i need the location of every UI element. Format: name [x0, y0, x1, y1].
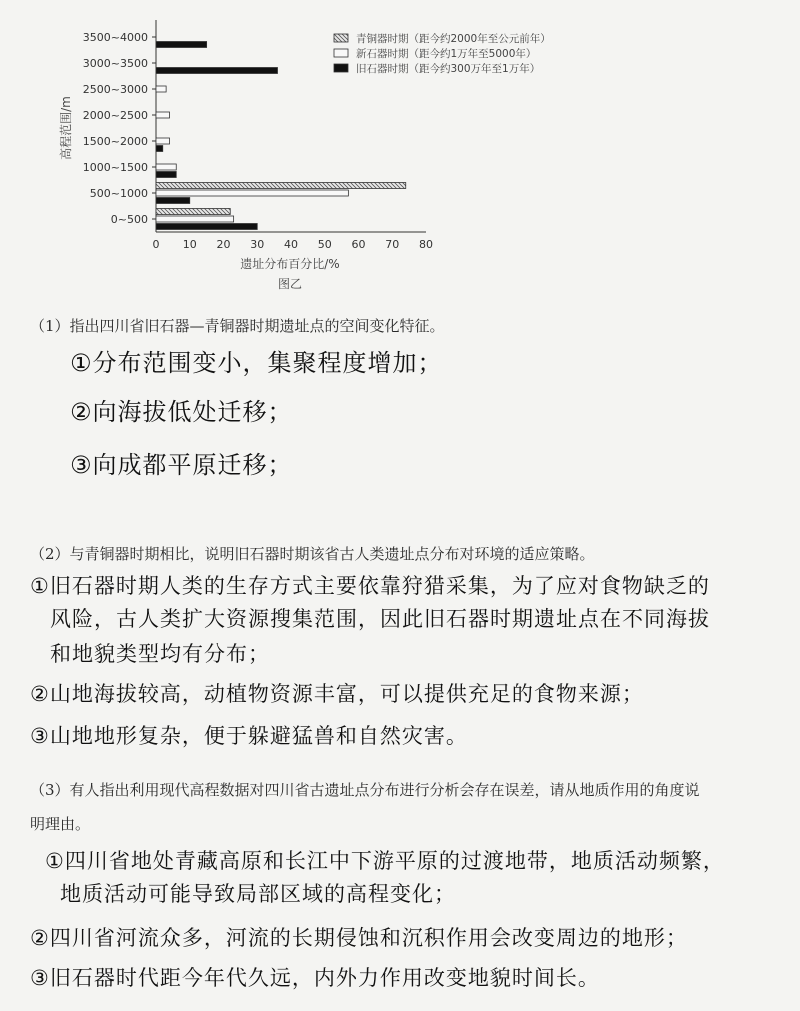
- answer-1-line: ③向成都平原迁移；: [70, 451, 293, 479]
- question-3-prompt: （3）有人指出利用现代高程数据对四川省古遗址点分布进行分析会存在误差，请从地质作用的角度说: [30, 781, 700, 799]
- bar-hatched: [156, 209, 230, 215]
- x-tick-label: 0: [152, 238, 160, 251]
- question-1-prompt: （1）指出四川省旧石器—青铜器时期遗址点的空间变化特征。: [30, 317, 445, 335]
- legend-swatch: [334, 64, 348, 72]
- bar-dark: [156, 172, 176, 178]
- legend-label: 旧石器时期（距今约300万年至1万年）: [356, 63, 541, 75]
- answer-1-line: ①分布范围变小，集聚程度增加；: [70, 349, 443, 377]
- bar-dark: [156, 198, 190, 204]
- legend-label: 新石器时期（距今约1万年至5000年）: [356, 48, 537, 60]
- answer-2-line: ①旧石器时期人类的生存方式主要依靠狩猎采集，为了应对食物缺乏的: [30, 574, 710, 598]
- y-tick-label: 3000~3500: [82, 57, 148, 70]
- bar-light: [156, 138, 170, 144]
- x-tick-label: 60: [351, 238, 366, 251]
- bar-light: [156, 216, 234, 222]
- bar-dark: [156, 224, 257, 230]
- answer-3-line: 地质活动可能导致局部区域的高程变化；: [60, 882, 456, 906]
- bar-dark: [156, 42, 207, 48]
- x-tick-label: 20: [216, 238, 231, 251]
- answer-3-line: ①四川省地处青藏高原和长江中下游平原的过渡地带，地质活动频繁，: [45, 849, 725, 873]
- answer-1-line: ②向海拔低处迁移；: [70, 398, 293, 426]
- x-tick-label: 80: [419, 238, 433, 251]
- x-tick-label: 40: [284, 238, 298, 251]
- answer-2-line: 风险，古人类扩大资源搜集范围，因此旧石器时期遗址点在不同海拔: [50, 607, 710, 631]
- bar-chart: [0, 0, 800, 300]
- y-tick-label: 500~1000: [89, 187, 148, 200]
- x-tick-label: 50: [317, 238, 332, 251]
- chart-title: 图乙: [277, 277, 303, 291]
- answer-2-line: ③山地地形复杂，便于躲避猛兽和自然灾害。: [30, 724, 468, 748]
- x-tick-label: 70: [385, 238, 400, 251]
- bar-light: [156, 112, 170, 118]
- y-tick-label: 1500~2000: [82, 135, 148, 148]
- y-tick-label: 2000~2500: [82, 109, 148, 122]
- answer-2-line: 和地貌类型均有分布；: [50, 642, 270, 666]
- chart-figure: [0, 0, 800, 300]
- bar-dark: [156, 68, 278, 74]
- bar-light: [156, 86, 166, 92]
- x-axis-title: 遗址分布百分比/%: [240, 257, 340, 271]
- legend-swatch: [334, 34, 348, 42]
- question-3-prompt-cont: 明理由。: [30, 815, 91, 833]
- answer-2-line: ②山地海拔较高，动植物资源丰富，可以提供充足的食物来源；: [30, 682, 644, 706]
- y-tick-label: 3500~4000: [82, 31, 148, 44]
- x-tick-label: 10: [182, 238, 197, 251]
- x-tick-label: 30: [250, 238, 265, 251]
- legend-label: 青铜器时期（距今约2000年至公元前年）: [356, 33, 551, 45]
- bar-dark: [156, 146, 163, 152]
- bar-light: [156, 164, 176, 170]
- legend-swatch: [334, 49, 348, 57]
- y-tick-label: 1000~1500: [82, 161, 148, 174]
- y-tick-label: 2500~3000: [82, 83, 148, 96]
- question-2-prompt: （2）与青铜器时期相比，说明旧石器时期该省古人类遗址点分布对环境的适应策略。: [30, 545, 595, 563]
- bar-hatched: [156, 183, 406, 189]
- bar-light: [156, 190, 348, 196]
- answer-3-line: ③旧石器时代距今年代久远，内外力作用改变地貌时间长。: [30, 966, 600, 990]
- y-axis-title: 高程范围/m: [59, 96, 73, 160]
- answer-3-line: ②四川省河流众多，河流的长期侵蚀和沉积作用会改变周边的地形；: [30, 926, 688, 950]
- y-tick-label: 0~500: [110, 213, 148, 226]
